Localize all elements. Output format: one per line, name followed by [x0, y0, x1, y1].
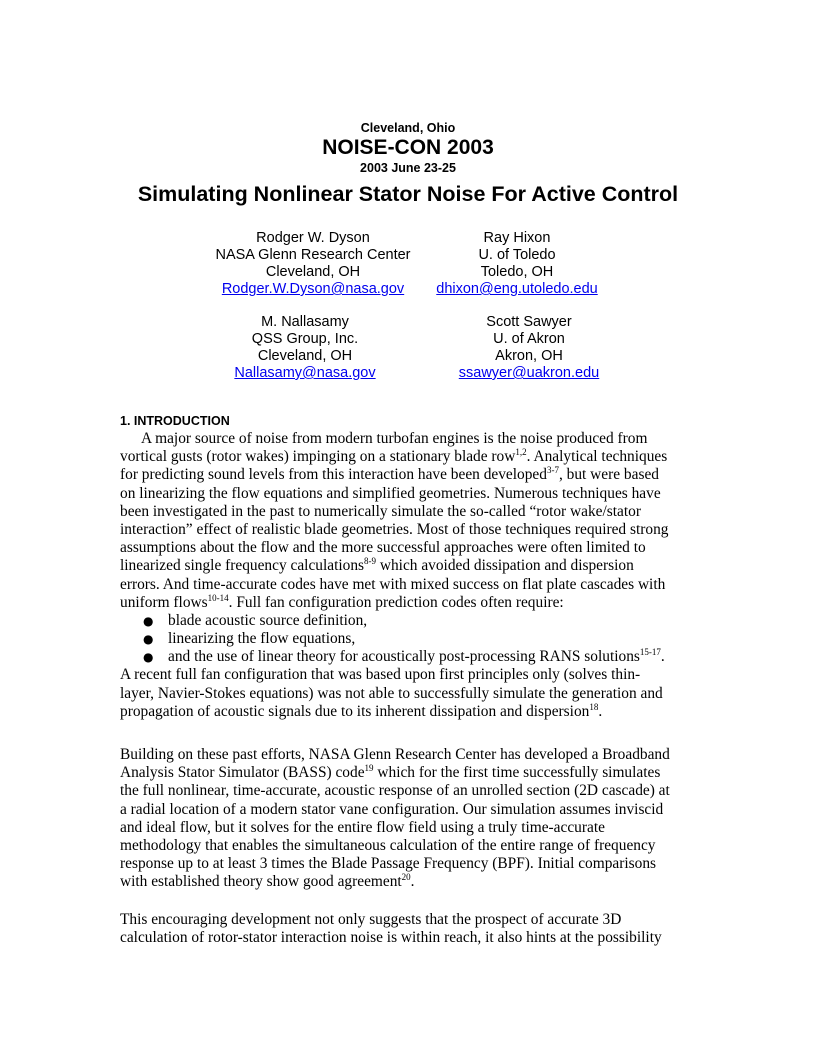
citation: 15-17	[639, 647, 661, 658]
author-name: Ray Hixon	[483, 230, 551, 246]
text-line: Building on these past efforts, NASA Glenn Research Center has developed a Broadband	[120, 746, 670, 763]
author-affiliation: U. of Akron	[493, 331, 565, 347]
author-location: Akron, OH	[495, 348, 563, 364]
author-block	[357, 230, 677, 298]
citation: 10-14	[207, 592, 229, 603]
list-item: ● linearizing the flow equations,	[143, 630, 356, 648]
conference-location: Cleveland, Ohio	[360, 121, 456, 135]
text-line: assumptions about the flow and the more successful approaches were often limited to	[120, 539, 646, 557]
conference-dates: 2003 June 23-25	[360, 161, 456, 175]
bullet-list	[120, 612, 700, 667]
author-name: M. Nallasamy	[261, 314, 349, 330]
introduction-paragraph	[120, 430, 700, 721]
text-line: Analysis Stator Simulator (BASS) code$^{19}$ which for the first time successfully simulates	[120, 763, 661, 782]
author-name: Scott Sawyer	[486, 314, 572, 330]
author-email-link[interactable]: dhixon@eng.utoledo.edu	[436, 281, 598, 297]
author-block	[369, 314, 689, 382]
text-line: A recent full fan configuration that was based upon first principles only (solves thin-	[120, 666, 641, 684]
text-line: for predicting sound levels from this interaction have been developed$^{3-7}$, but were based	[120, 465, 659, 484]
list-item: ● and the use of linear theory for acoustically post-processing RANS solutions$^{15-17}$.	[143, 647, 665, 666]
text-line: A major source of noise from modern turbofan engines is the noise produced from	[141, 430, 648, 447]
text-line: with established theory show good agreement$^{20}$.	[120, 872, 415, 891]
text-line: linearized single frequency calculations$^{8-9}$ which avoided dissipation and dispersion	[120, 556, 634, 575]
citation: 18	[589, 701, 599, 712]
author-location: Cleveland, OH	[257, 348, 353, 364]
text-line: and ideal flow, but it solves for the entire flow field using a truly time-accurate	[120, 818, 605, 836]
citation: 8-9	[364, 556, 377, 567]
text-line: on linearizing the flow equations and simplified geometries. Numerous techniques have	[120, 484, 661, 502]
bullet-icon: ●	[143, 613, 154, 628]
citation: 20	[401, 872, 411, 883]
text-line: a radial location of a modern stator vane configuration. Our simulation assumes inviscid	[120, 800, 664, 818]
text-line: methodology that enables the simultaneous calculation of the entire range of frequency	[120, 836, 656, 854]
citation: 19	[364, 763, 374, 774]
bullet-icon: ●	[143, 650, 154, 665]
bullet-icon: ●	[143, 632, 154, 647]
text-line: errors. And time-accurate codes have met with mixed success on flat plate cascades with	[120, 575, 666, 593]
text-line: the full nonlinear, time-accurate, acoustic response of an unrolled section (2D cascade) at	[120, 782, 670, 800]
text-line: uniform flows$^{10-14}$. Full fan configuration prediction codes often require:	[120, 592, 564, 611]
closing-paragraph	[120, 911, 700, 947]
text-line: propagation of acoustic signals due to its inherent dissipation and dispersion$^{18}$.	[120, 701, 603, 720]
author-email-link[interactable]: ssawyer@uakron.edu	[458, 365, 600, 381]
conference-name: NOISE-CON 2003	[322, 136, 494, 159]
text-line: calculation of rotor-stator interaction noise is within reach, it also hints at the possibility	[120, 929, 662, 947]
list-item: ● blade acoustic source definition,	[143, 611, 368, 629]
text-line: This encouraging development not only suggests that the prospect of accurate 3D	[120, 911, 622, 928]
text-line: interaction” effect of realistic blade geometries. Most of those techniques required strong	[120, 520, 669, 538]
author-affiliation: QSS Group, Inc.	[251, 331, 359, 347]
author-email-link[interactable]: Rodger.W.Dyson@nasa.gov	[221, 281, 405, 297]
citation: 3-7	[546, 465, 559, 476]
paper-title: Simulating Nonlinear Stator Noise For Active Control	[137, 182, 679, 206]
citation: 1,2	[515, 447, 527, 458]
text-line: vortical gusts (rotor wakes) impinging on a stationary blade row$^{1,2}$. Analytical techniques	[120, 447, 668, 466]
text-line: response up to at least 3 times the Blade Passage Frequency (BPF). Initial comparisons	[120, 855, 657, 873]
author-affiliation: NASA Glenn Research Center	[215, 247, 411, 263]
bass-paragraph	[120, 746, 700, 892]
author-email-link[interactable]: Nallasamy@nasa.gov	[234, 365, 376, 381]
section-heading: 1. INTRODUCTION	[120, 414, 230, 428]
author-affiliation: U. of Toledo	[478, 247, 556, 263]
author-name: Rodger W. Dyson	[256, 230, 370, 246]
author-location: Cleveland, OH	[265, 264, 361, 280]
text-line: been investigated in the past to numerically simulate the so-called “rotor wake/stator	[120, 502, 641, 520]
author-location: Toledo, OH	[480, 264, 554, 280]
text-line: layer, Navier-Stokes equations) was not able to successfully simulate the generation and	[120, 684, 663, 702]
